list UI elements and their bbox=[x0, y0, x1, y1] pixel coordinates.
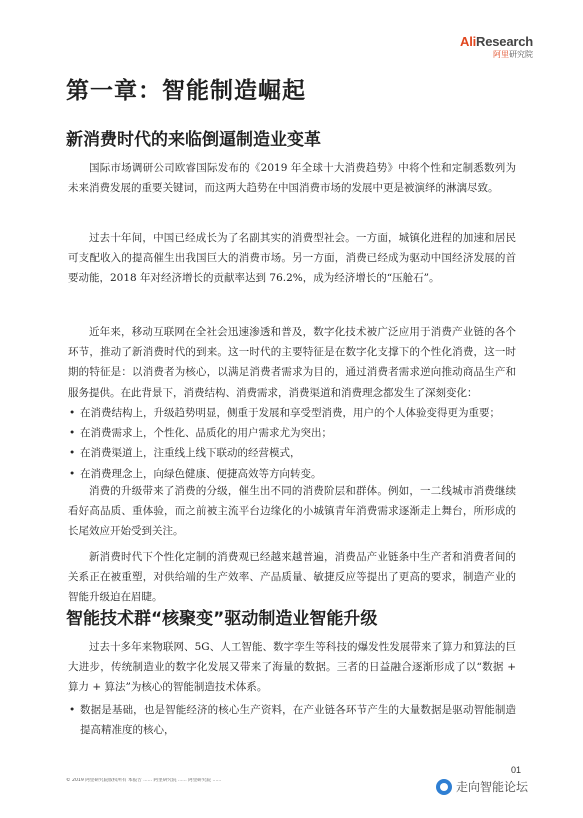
section-2-paragraph-1: 过去十多年来物联网、5G、人工智能、数字孪生等科技的爆发性发展带来了算力和算法的巨大进步，传统制造业的数字化发展又带来了海量的数据。三者的日益融合逐渐形成了以“数据 + 算力 + 算法”为核心的智能制造技术体系。 bbox=[68, 641, 516, 694]
watermark bbox=[436, 778, 528, 795]
logo-sub-1: 阿里 bbox=[493, 50, 509, 59]
tech-system-list bbox=[68, 700, 516, 740]
watermark-logo-icon bbox=[436, 779, 452, 795]
list-item: • 在消费需求上，个性化、品质化的用户需求尤为突出； bbox=[68, 423, 516, 443]
logo-subtitle bbox=[460, 49, 533, 60]
section-1-paragraph-2: 过去十年间，中国已经成长为了名副其实的消费型社会。一方面，城镇化进程的加速和居民可支配收入的提高催生出我国巨大的消费市场。另一方面，消费已经成为驱动中国经济发展的首要动能，2018 年对经济增长的贡献率达到 76.2%，成为经济增长的“压舱石”。 bbox=[68, 232, 516, 285]
watermark-text: 走向智能论坛 bbox=[456, 780, 529, 794]
footer-legal-text: © 2019 阿里研究院版权所有 本报告 ...... 阿里研究院 ...... 阿里研究院 ...... bbox=[66, 778, 222, 783]
logo-brand-rest: Research bbox=[476, 34, 533, 49]
consumption-change-list bbox=[68, 403, 516, 484]
section-2-title: 智能技术群“核聚变”驱动制造业智能升级 bbox=[66, 609, 378, 629]
list-item: • 数据是基础，也是智能经济的核心生产资料，在产业链各环节产生的大量数据是驱动智能制造提高精准度的核心， bbox=[68, 700, 516, 740]
section-1-title: 新消费时代的来临倒逼制造业变革 bbox=[66, 130, 321, 150]
section-1-paragraph-3: 近年来，移动互联网在全社会迅速渗透和普及，数字化技术被广泛应用于消费产业链的各个环节，推动了新消费时代的到来。这一时代的主要特征是在数字化支撑下的个性化消费，这一时期的特征是：以消费者为核心，以满足消费者需求为目的，通过消费者需求逆向推动商品生产和服务提供。在此背景下，消费结构、消费需求，消费渠道和消费理念都发生了深刻变化： bbox=[68, 326, 516, 399]
list-item: • 在消费理念上，向绿色健康、便捷高效等方向转变。 bbox=[68, 464, 516, 484]
section-1-paragraph-4: 消费的升级带来了消费的分级，催生出不同的消费阶层和群体。例如，一二线城市消费继续看好高品质、重体验，而之前被主流平台边缘化的小城镇青年消费需求逐渐走上舞台，所形成的长尾效应开始受到关注。 bbox=[68, 485, 516, 538]
chapter-title: 第一章：智能制造崛起 bbox=[66, 78, 306, 104]
aliresearch-logo bbox=[460, 34, 533, 60]
list-item: • 在消费渠道上，注重线上线下联动的经营模式， bbox=[68, 443, 516, 463]
section-1-paragraph-5: 新消费时代下个性化定制的消费观已经越来越普遍，消费品产业链条中生产者和消费者间的关系正在被重塑，对供给端的生产效率、产品质量、敏捷反应等提出了更高的要求，制造产业的智能升级迫在眉睫。 bbox=[68, 551, 516, 604]
section-1-paragraph-1: 国际市场调研公司欧睿国际发布的《2019 年全球十大消费趋势》中将个性和定制悉数列为未来消费发展的重要关键词，而这两大趋势在中国消费市场的发展中更是被演绎的淋漓尽致。 bbox=[68, 162, 516, 195]
logo-sub-2: 研究院 bbox=[509, 50, 533, 59]
logo-brand-ali: Ali bbox=[460, 34, 477, 49]
list-item: • 在消费结构上，升级趋势明显，侧重于发展和享受型消费，用户的个人体验变得更为重要； bbox=[68, 403, 516, 423]
logo-brand bbox=[460, 34, 533, 49]
page-number: 01 bbox=[510, 765, 521, 775]
